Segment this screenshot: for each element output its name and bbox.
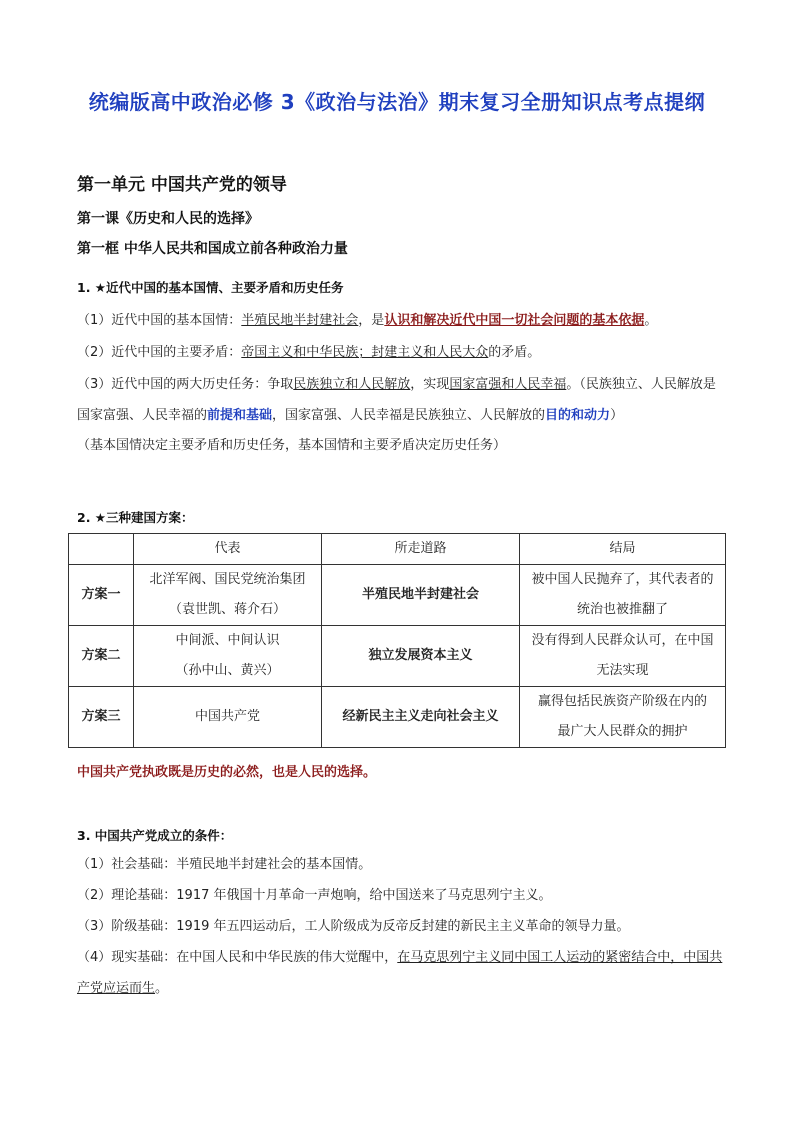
underlined-text: 国家富强和人民幸福	[449, 377, 567, 392]
main-contradiction-paragraph	[77, 337, 727, 368]
underlined-text: 民族独立和人民解放	[293, 377, 411, 392]
underlined-text: 半殖民地半封建社会	[241, 313, 359, 328]
text: ）	[610, 408, 624, 423]
section-3-heading: 3. 中国共产党成立的条件：	[77, 828, 233, 843]
text: 。（民族独立、人民解放是国家富强、人民幸福的	[77, 377, 716, 423]
table-header-cell: 代表	[134, 534, 322, 565]
table-header-cell: 所走道路	[322, 534, 520, 565]
text: 的矛盾。	[488, 345, 541, 360]
table-header-row	[69, 534, 726, 565]
reality-basis-paragraph	[77, 942, 727, 1004]
lesson-heading: 第一课《历史和人民的选择》	[77, 211, 259, 227]
section-1-heading: 1. ★近代中国的基本国情、主要矛盾和历史任务	[77, 280, 344, 295]
plan-name-cell: 方案一	[69, 565, 134, 626]
section-2-heading: 2. ★三种建国方案：	[77, 510, 194, 525]
table-row	[69, 626, 726, 687]
cell-line: 最广大人民群众的拥护	[557, 724, 688, 739]
cell-line: 中国共产党	[194, 709, 260, 724]
emphasis-text: 认识和解决近代中国一切社会问题的基本依据	[384, 313, 645, 328]
emphasis-text: 目的和动力	[545, 408, 611, 423]
text: （1）近代中国的基本国情：	[77, 313, 242, 328]
table-row	[69, 565, 726, 626]
class-basis-paragraph: （3）阶级基础：1919 年五四运动后，工人阶级成为反帝反封建的新民主主义革命的领导力量。	[77, 919, 630, 934]
road-cell: 经新民主主义走向社会主义	[322, 687, 520, 748]
text: 。	[644, 313, 658, 328]
text: （4）现实基础：在中国人民和中华民族的伟大觉醒中，	[77, 950, 398, 965]
cell-line: 没有得到人民群众认可，在中国	[531, 633, 714, 648]
table-row	[69, 687, 726, 748]
cell-line: 中间派、中间认识	[175, 633, 280, 648]
underlined-text: 在马克思列宁主义同中国工人运动的紧密结合中，中国共产党应运而生	[77, 950, 723, 996]
cell-line: （孙中山、黄兴）	[175, 663, 280, 678]
cell-line: 统治也被推翻了	[576, 602, 668, 617]
result-cell	[520, 626, 726, 687]
frame-heading: 第一框 中华人民共和国成立前各种政治力量	[77, 241, 348, 257]
cell-line: 赢得包括民族资产阶级在内的	[537, 694, 707, 709]
underlined-text: 帝国主义和中华民族；封建主义和人民大众	[241, 345, 489, 360]
cell-line: （袁世凯、蒋介石）	[168, 602, 286, 617]
representative-cell	[134, 626, 322, 687]
theory-basis-paragraph: （2）理论基础：1917 年俄国十月革命一声炮响，给中国送来了马克思列宁主义。	[77, 888, 552, 903]
cell-line: 北洋军阀、国民党统治集团	[149, 572, 306, 587]
unit-heading: 第一单元 中国共产党的领导	[77, 175, 287, 195]
text: （3）近代中国的两大历史任务：争取	[77, 377, 294, 392]
basic-situation-paragraph	[77, 305, 727, 336]
plan-name-cell: 方案二	[69, 626, 134, 687]
note-paragraph: （基本国情决定主要矛盾和历史任务，基本国情和主要矛盾决定历史任务）	[77, 438, 507, 453]
text: ，国家富强、人民幸福是民族独立、人民解放的	[272, 408, 546, 423]
document-title: 统编版高中政治必修 3《政治与法治》期末复习全册知识点考点提纲	[88, 90, 706, 114]
text: （2）近代中国的主要矛盾：	[77, 345, 242, 360]
text: 。	[155, 981, 169, 996]
table-header-cell	[69, 534, 134, 565]
conclusion-text: 中国共产党执政既是历史的必然，也是人民的选择。	[77, 765, 377, 780]
plan-name-cell: 方案三	[69, 687, 134, 748]
emphasis-text: 前提和基础	[207, 408, 273, 423]
representative-cell	[134, 687, 322, 748]
road-cell: 独立发展资本主义	[322, 626, 520, 687]
cell-line: 无法实现	[596, 663, 649, 678]
text: ，是	[358, 313, 385, 328]
plans-table	[68, 533, 726, 748]
cell-line: 被中国人民抛弃了，其代表者的	[531, 572, 714, 587]
result-cell	[520, 687, 726, 748]
road-cell: 半殖民地半封建社会	[322, 565, 520, 626]
social-basis-paragraph: （1）社会基础：半殖民地半封建社会的基本国情。	[77, 857, 372, 872]
table-header-cell: 结局	[520, 534, 726, 565]
result-cell	[520, 565, 726, 626]
text: ，实现	[410, 377, 450, 392]
representative-cell	[134, 565, 322, 626]
historical-tasks-paragraph	[77, 369, 727, 431]
